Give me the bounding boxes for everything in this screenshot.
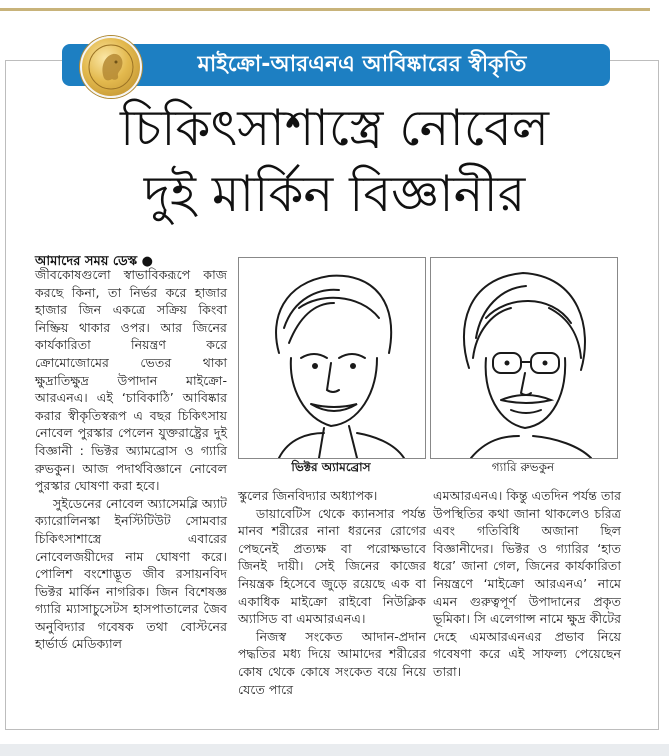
headline	[0, 95, 669, 227]
headline-line-1: চিকিৎসাশাস্ত্রে নোবেল	[119, 99, 550, 157]
paragraph: ডায়াবেটিস থেকে ক্যানসার পর্যন্ত মানব শরীরের নানা ধরনের রোগের পেছনেই প্রত্যক্ষ বা পরোক্ষভাবে জিনই দায়ী। সেই জিনের কাজের নিয়ন্ত্রক হিসেবে জুড়ে রয়েছে এক বা একাধিক মাইক্রো রাইবো নিউক্লিক অ্যাসিড বা এমআরএনএ।	[238, 505, 426, 627]
banner-title: মাইক্রো-আরএনএ আবিষ্কারের স্বীকৃতি	[197, 52, 527, 77]
portrait-sketch-glasses-icon	[430, 257, 618, 459]
top-rule	[0, 8, 650, 11]
byline: আমাদের সময় ডেস্ক ●	[35, 254, 153, 269]
paragraph: স্কুলের জিনবিদ্যার অধ্যাপক।	[238, 488, 378, 503]
paragraph: নিজস্ব সংকেত আদান-প্রদান পদ্ধতির মধ্য দিয়ে আমাদের শরীরের কোষ থেকে কোষে সংকেত বয়ে নিয়ে যেতে পারে	[238, 628, 426, 697]
photo-caption: গ্যারি রুভকুন	[491, 460, 555, 474]
paragraph: জীবকোষগুলো স্বাভাবিকরূপে কাজ করছে কিনা, তা নির্ভর করে হাজার হাজার জিন একত্রে সক্রিয় কিংবা নিষ্ক্রিয় থাকার ওপর। আর জিনের কার্যকারিতা নিয়ন্ত্রণ করে ক্রোমোজোমের ভেতর থাকা ক্ষুদ্রাতিক্ষুদ্র উপাদান মাইক্রো-আরএনএ। এই ‘চাবিকাঠি’ আবিষ্কার করার স্বীকৃতিস্বরূপ এ বছর চিকিৎসায় নোবেল পুরস্কার পেলেন যুক্তরাষ্ট্রের দুই বিজ্ঞানী : ভিক্টর অ্যামব্রোস ও গ্যারি রুভকুন। আজ পদার্থবিজ্ঞানে নোবেল পুরস্কার ঘোষণা করা হবে।	[35, 267, 227, 494]
paragraph: এমআরএনএ। কিন্তু এতদিন পর্যন্ত তার উপস্থিতির কথা জানা থাকলেও চরিত্র এবং গতিবিধি অজানা ছিল বিজ্ঞানীদের। ভিক্টর ও গ্যারির ‘হাত ধরে’ জানা গেল, জিনের কার্যকারিতা নিয়ন্ত্রণে ‘মাইক্রো আরএনএ’ নামে এমন গুরুত্বপূর্ণ উপাদানের প্রকৃত ভূমিকা। সি এলেগান্স নামে ক্ষুদ্র কীটের দেহে এমআরএনএর প্রভাব নিয়ে গবেষণা করে এই সাফল্য পেয়েছেন তারা।	[433, 488, 621, 679]
article-column-3	[433, 487, 621, 681]
photo-caption: ভিক্টর অ্যামব্রোস	[291, 460, 371, 474]
nobel-medal-icon	[80, 36, 142, 98]
headline-line-2: দুই মার্কিন বিজ্ঞানীর	[143, 165, 526, 223]
article-column-2	[238, 487, 426, 698]
portrait-sketch-icon	[238, 257, 426, 459]
page-bottom-strip	[0, 744, 669, 756]
section-banner	[62, 44, 610, 86]
article-column-1	[35, 266, 227, 653]
paragraph: সুইডেনের নোবেল অ্যাসেমব্লি অ্যাট ক্যারোলিনস্কা ইনস্টিটিউট সোমবার চিকিৎসাশাস্ত্রে এবারের নোবেলজয়ীদের নাম ঘোষণা করে। পোলিশ বংশোদ্ভূত জীব রসায়নবিদ ভিক্টর মার্কিন নাগরিক। জিন বিশেষজ্ঞ গ্যারি ম্যাসাচুসেটস হাসপাতালের জৈব অনুবিদ্যার গবেষক তথা বোস্টনের হার্ভার্ড মেডিক্যাল	[35, 495, 227, 652]
